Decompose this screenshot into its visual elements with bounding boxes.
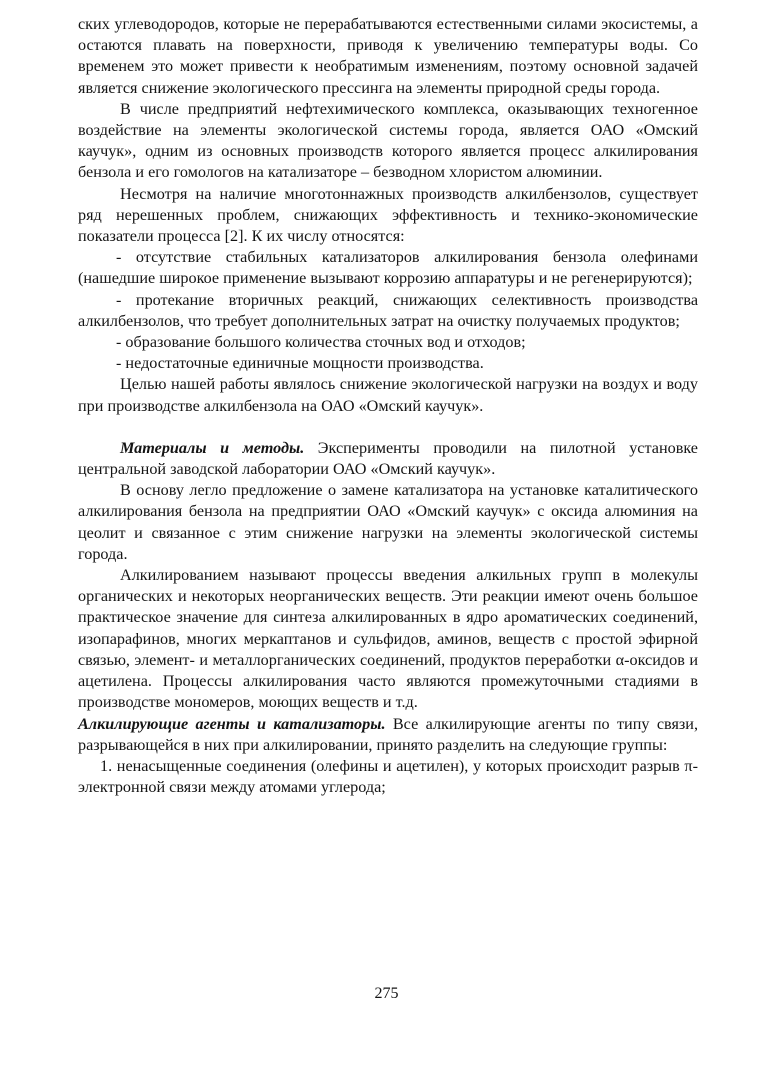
body-text — [78, 14, 698, 798]
paragraph-agents — [78, 714, 698, 756]
list-item-wastewater: - образование большого количества сточных вод и отходов; — [116, 333, 526, 352]
paragraph-proposal: В основу легло предложение о замене катализатора на установке каталитического алкилирования бензола на предприятии ОАО «Омский каучук» с оксида алюминия на цеолит и связанное с этим снижение нагрузки на элементы экологической системы города. — [78, 481, 698, 563]
list-item-capacity: - недостаточные единичные мощности производства. — [116, 354, 484, 373]
paragraph-alkylation: Алкилированием называют процессы введения алкильных групп в молекулы органических и некоторых неорганических веществ. Эти реакции имеют очень большое практическое значение для синтеза алкилированных в ядро ароматических соединений, изопарафинов, многих меркаптанов и сульфидов, аминов, веществ с простой эфирной связью, элемент- и металлорганических соединений, продуктов переработки α-оксидов и ацетилена. Процессы алкилирования часто являются промежуточными стадиями в производстве мономеров, моющих веществ и т.д. — [78, 566, 698, 712]
numbered-item-1: 1. ненасыщенные соединения (олефины и ацетилен), у которых происходит разрыв π-электронной связи между атомами углерода; — [78, 756, 698, 797]
list-item-catalysts: - отсутствие стабильных катализаторов алкилирования бензола олефинами (нашедшие широкое применение вызывают коррозию аппаратуры и не регенерируются); — [78, 248, 698, 288]
section-heading-methods: Материалы и методы. — [120, 438, 305, 457]
agents-text: Все алкилирующие агенты по типу связи, разрывающейся в них при алкилировании, принято разделить на следующие группы: — [78, 714, 698, 754]
paragraph-continuation: ских углеводородов, которые не перерабатываются естественными силами экосистемы, а остаются плавать на поверхности, приводя к увеличению температуры воды. Со временем это может привести к необратимым изменениям, поэтому основной задачей является снижение экологического прессинга на элементы природной среды города. — [78, 15, 698, 97]
page-number: 275 — [374, 985, 399, 1002]
section-heading-agents: Алкилирующие агенты и катализаторы. — [78, 714, 386, 733]
paragraph-methods — [78, 438, 698, 480]
paragraph-goal: Целью нашей работы являлось снижение экологической нагрузки на воздух и воду при производстве алкилбензола на ОАО «Омский каучук». — [78, 375, 698, 415]
paragraph-enterprises: В числе предприятий нефтехимического комплекса, оказывающих техногенное воздействие на элементы экологической системы города, является ОАО «Омский каучук», одним из основных производств которого является процесс алкилирования бензола и его гомологов на катализаторе – безводном хлористом алюминии. — [78, 99, 698, 182]
methods-text: Эксперименты проводили на пилотной установке центральной заводской лаборатории ОАО «Омский каучук». — [78, 438, 698, 479]
list-item-secondary-reactions: - протекание вторичных реакций, снижающих селективность производства алкилбензолов, что требует дополнительных затрат на очистку получаемых продуктов; — [78, 290, 698, 330]
paragraph-problems: Несмотря на наличие многотоннажных производств алкилбензолов, существует ряд нерешенных проблем, снижающих эффективность и технико-экономические показатели процесса [2]. К их числу относятся: — [78, 184, 698, 246]
